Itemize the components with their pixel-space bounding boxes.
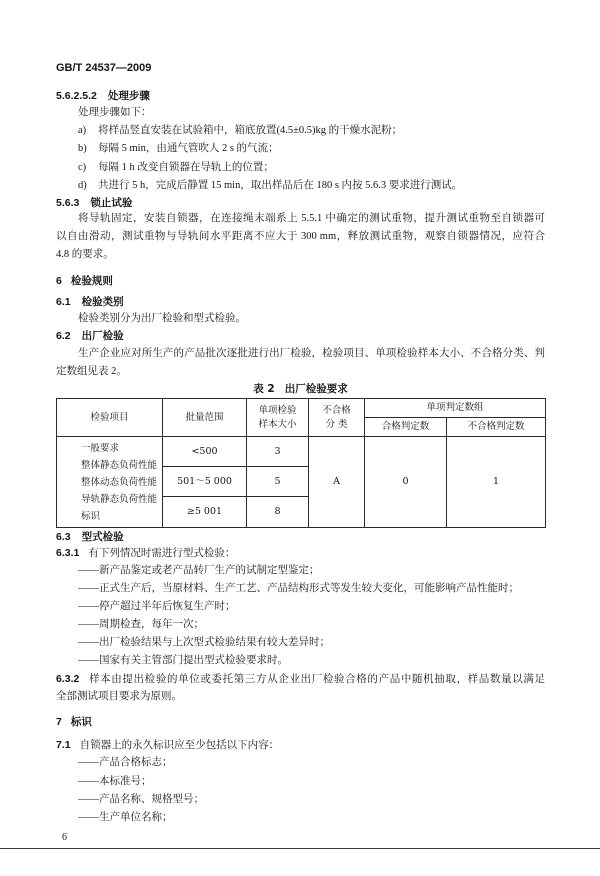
dash-list-item: ——产品合格标志； [78,757,173,768]
clause-title: 锁止试验 [90,197,133,209]
inspection-item: 标识 [81,510,101,522]
chapter-title: 检验规则 [70,275,113,287]
header-nonconformity-class-line: 不合格 [322,404,351,416]
paragraph-line: 样本由提出检验的单位或委托第三方从企业出厂检验合格的产品中随机抽取，样品数量以满足 [88,674,545,685]
table-caption [56,382,545,396]
dash-list-item: ——本标准号； [78,776,152,787]
paragraph-line: 4.8 的要求。 [56,249,114,260]
header-sample-size-line: 样本大小 [258,418,297,430]
inspection-item: 导轨静态负荷性能 [81,493,158,505]
clause-7-1 [56,738,279,753]
reject-number-cell: 1 [447,437,546,528]
page-number: 6 [62,832,67,843]
step-text: 将样品竖直安装在试验箱中，箱底放置(4.5±0.5)kg 的干燥水泥粉； [98,125,403,136]
paragraph-line: 生产企业应对所生产的产品批次逐批进行出厂检验，检验项目、单项检验样本大小、不合格分类、判 [78,348,545,359]
clause-number: 6.3.1 [56,547,80,559]
clause-number: 7.1 [56,739,71,751]
dash-list-item: ——产品名称、规格型号； [78,794,204,805]
header-reject-number: 不合格判定数 [447,418,546,437]
step-text: 每隔 1 h 改变自锁器在导轨上的位置； [98,162,274,173]
inspection-item: 一般要求 [81,442,120,454]
accept-number-cell: 0 [365,437,447,528]
header-sample-size [247,399,309,437]
batch-range-cell: <500 [163,437,247,467]
header-judgement-array: 单项判定数组 [365,399,546,418]
header-accept-number: 合格判定数 [365,418,447,437]
clause-heading-5-6-2-5-2 [56,89,150,104]
dash-list-item: ——正式生产后，当原材料、生产工艺、产品结构形式等发生较大变化，可能影响产品性能时； [78,583,519,594]
dash-list-item: ——停产超过半年后恢复生产时； [78,601,236,612]
table-caption-title: 出厂检验要求 [284,383,348,395]
clause-title: 检验类别 [81,296,124,308]
clause-number: 6.1 [56,296,71,308]
header-nonconformity-class [309,399,365,437]
page-bottom-rule [0,848,600,849]
dash-list-item: ——周期检查，每年一次； [78,619,204,630]
dash-list-item: ——国家有关主管部门提出型式检验要求时。 [78,655,288,666]
inspection-item: 整体静态负荷性能 [81,459,158,471]
paragraph-line: 全部测试项目要求为原则。 [56,691,182,702]
inspection-items-cell [57,437,163,528]
clause-text: 有下列情况时需进行型式检验： [88,548,236,559]
nonconformity-class-cell: A [309,437,365,528]
clause-number: 6.3 [56,531,71,543]
step-label: d) [78,180,87,191]
clause-title: 处理步骤 [107,90,150,102]
clause-title: 出厂检验 [81,330,124,342]
step-label: c) [78,162,87,173]
header-sample-size-line: 单项检验 [258,404,297,416]
clause-heading-6-1 [56,295,124,310]
header-inspection-item: 检验项目 [57,399,163,437]
chapter-heading-7 [56,715,92,730]
clause-intro: 处理步骤如下： [78,107,152,118]
clause-text: 自锁器上的永久标识应至少包括以下内容： [79,740,280,751]
header-batch-range: 批量范围 [163,399,247,437]
clause-title: 型式检验 [81,531,124,543]
batch-range-cell: 501～5 000 [163,467,247,497]
sample-size-cell: 3 [247,437,309,467]
chapter-heading-6 [56,274,113,289]
batch-range-cell: ≥5 001 [163,497,247,528]
step-label: b) [78,143,87,154]
clause-heading-5-6-3 [56,196,132,211]
dash-list-item: ——出厂检验结果与上次型式检验结果有较大差异时； [78,637,330,648]
clause-number: 5.6.2.5.2 [56,90,97,102]
step-text: 共进行 5 h，完成后静置 15 min，取出样品后在 180 s 内按 5.6.3 要求进行测试。 [98,180,463,191]
paragraph-line: 以自由滑动，测试重物与导轨间水平距离不应大于 300 mm，释放测试重物，观察自锁器情况，应符合 [56,231,545,242]
standard-number-header: GB/T 24537—2009 [56,62,152,74]
dash-list-item: ——新产品鉴定或老产品转厂生产的试制定型鉴定； [78,565,320,576]
step-label: a) [78,125,87,136]
table-caption-number: 表 2 [253,383,275,395]
clause-heading-6-3 [56,530,124,545]
table-2-factory-inspection [56,398,546,528]
chapter-number: 7 [56,716,62,728]
clause-number: 5.6.3 [56,197,80,209]
step-text: 每隔 5 min，由通气管吹人 2 s 的气流； [98,143,279,154]
clause-number: 6.2 [56,330,71,342]
chapter-number: 6 [56,275,62,287]
dash-list-item: ——生产单位名称； [78,812,173,823]
chapter-title: 标识 [70,716,92,728]
sample-size-cell: 8 [247,497,309,528]
paragraph-line: 检验类别分为出厂检验和型式检验。 [78,313,246,324]
paragraph-line: 将导轨固定，安装自锁器，在连接绳末端系上 5.5.1 中确定的测试重物，提升测试重物至自锁器可 [78,213,545,224]
clause-heading-6-2 [56,329,124,344]
inspection-item: 整体动态负荷性能 [81,476,158,488]
sample-size-cell: 5 [247,467,309,497]
clause-6-3-2 [56,672,545,686]
header-nonconformity-class-line: 分 类 [325,418,348,430]
clause-number: 6.3.2 [56,673,80,685]
clause-6-3-1 [56,546,235,561]
paragraph-line: 定数组见表 2。 [56,366,127,377]
